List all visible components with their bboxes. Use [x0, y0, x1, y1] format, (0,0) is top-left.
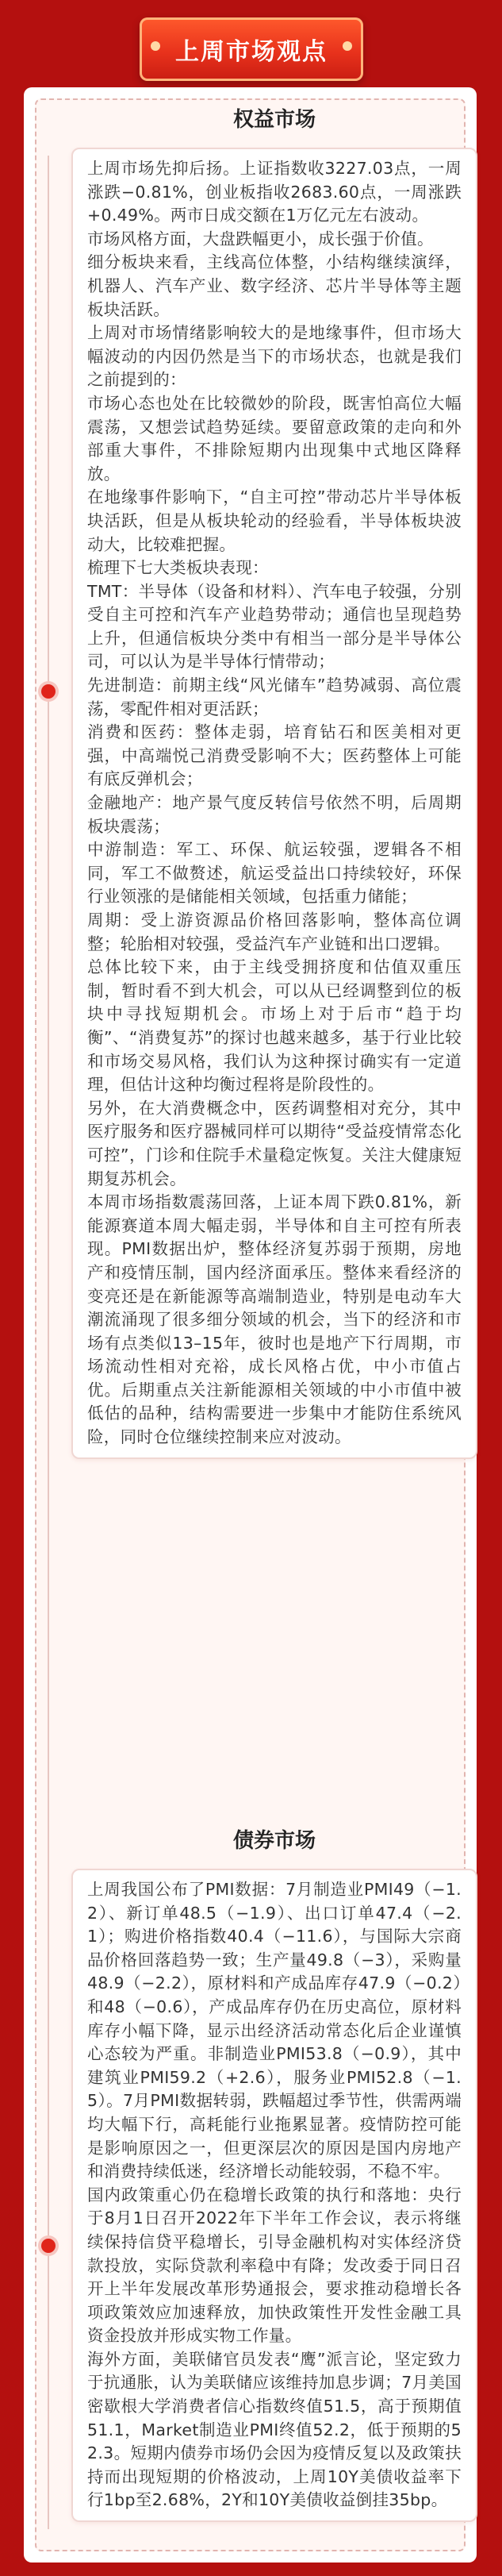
timeline-line [48, 156, 49, 2529]
banner-title: 上周市场观点 [175, 38, 328, 66]
equity-paragraph: 在地缘事件影响下，“自主可控”带动芯片半导体板块活跃，但是从板块轮动的经验看，半导体板块波动大，比较难把握。 [87, 487, 462, 554]
equity-paragraph: 消费和医药：整体走弱，培育钻石和医美相对更强，中高端悦己消费受影响不大；医药整体上可能有底反弹机会； [87, 722, 462, 789]
equity-paragraph: 上周市场先抑后扬。上证指数收3227.03点，一周涨跌−0.81%，创业板指收2683.60点，一周涨跌+0.49%。两市日成交额在1万亿元左右波动。 [87, 159, 462, 225]
equity-paragraph: TMT：半导体（设备和材料）、汽车电子较强，分别受自主可控和汽车产业趋势带动；通信也呈现趋势上升，但通信板块分类中有相当一部分是半导体公司，可以认为是半导体行情带动； [87, 581, 462, 672]
equity-paragraph: 上周对市场情绪影响较大的是地缘事件，但市场大幅波动的内因仍然是当下的市场状态，也就是我们之前提到的： [87, 323, 462, 390]
equity-paragraph: 先进制造：前期主线“风光储车”趋势减弱、高位震荡，零配件相对更活跃； [87, 676, 462, 718]
equity-paragraph: 细分板块来看，主线高位体整，小结构继续演绎，机器人、汽车产业、数字经济、芯片半导体等主题板块活跃。 [87, 252, 462, 319]
equity-paragraph: 中游制造：军工、环保、航运较强，逻辑各不相同，军工不做赘述，航运受益出口持续较好，环保行业领涨的是储能相关领域，包括重力储能； [87, 840, 462, 907]
equity-title: 权益市场 [232, 108, 316, 132]
timeline-dot [41, 2239, 56, 2253]
bond-card [71, 1869, 477, 2522]
section-banner [140, 17, 363, 81]
equity-card [71, 148, 477, 1459]
equity-paragraph: 金融地产：地产景气度反转信号依然不明，后周期板块震荡； [87, 793, 462, 836]
equity-paragraph: 另外，在大消费概念中，医药调整相对充分，其中医疗服务和医疗器械同样可以期待“受益疫情常态化可控”，门诊和住院手术量稳定恢复。关注大健康短期复苏机会。 [87, 1098, 462, 1188]
equity-paragraph: 周期：受上游资源品价格回落影响，整体高位调整；轮胎相对较强，受益汽车产业链和出口逻辑。 [87, 911, 462, 953]
equity-paragraph: 梳理下七大类板块表现： [87, 558, 269, 578]
bond-paragraph: 国内政策重心仍在稳增长政策的执行和落地：央行于8月1日召开2022年下半年工作会议，表示将继续保持信贷平稳增长，引导金融机构对实体经济贷款投放，实际贷款利率稳中有降；发改委于同日召开上半年发展改革形势通报会，要求推动稳增长各项政策效应加速释放，加快政策性开发性金融工具资金投放并形成实物工作量。 [87, 2185, 462, 2346]
equity-paragraph: 总体比较下来，由于主线受拥挤度和估值双重压制，暂时看不到大机会，可以从已经调整到位的板块中寻找短期机会。市场上对于后市“趋于均衡”、“消费复苏”的探讨也越来越多，基于行业比较和市场交易风格，我们认为这种探讨确实有一定道理，但估计这种均衡过程将是阶段性的。 [87, 957, 462, 1095]
bond-paragraph: 海外方面，美联储官员发表“鹰”派言论，坚定致力于抗通胀，认为美联储应该维持加息步调；7月美国密歇根大学消费者信心指数终值51.5，高于预期值51.1，Market制造业PMI终值52.2，低于预期的52.3。短期内债券市场仍会因为疫情反复以及政策扶持而出现短期的价格波动，上周10Y美债收益率下行1bp至2.68%，2Y和10Y美债收益倒挂35bp。 [87, 2349, 462, 2510]
equity-paragraph: 市场风格方面，大盘跌幅更小，成长强于价值。 [87, 229, 434, 248]
bond-paragraph: 上周我国公布了PMI数据：7月制造业PMI49（−1.2）、新订单48.5（−1.9）、出口订单47.4（−2.1）；购进价格指数40.4（−11.6），与国际大宗商品价格回落趋势一致；生产量49.8（−3），采购量48.9（−2.2），原材料和产成品库存47.9（−0.2）和48（−0.6），产成品库存仍在历史高位，原材料库存小幅下降，显示出经济活动常态化后企业谨慎心态较为严重。非制造业PMI53.8（−0.9），其中建筑业PMI59.2（+2.6），服务业PMI52.8（−1.5）。7月PMI数据转弱，跌幅超过季节性，供需两端均大幅下行，高耗能行业拖累显著。疫情防控可能是影响原因之一，但更深层次的原因是国内房地产和消费持续低迷，经济增长动能较弱，不稳不牢。 [87, 1880, 462, 2181]
timeline-dot [41, 684, 56, 699]
equity-paragraph: 市场心态也处在比较微妙的阶段，既害怕高位大幅震荡，又想尝试趋势延续。要留意政策的走向和外部重大事件，不排除短期内出现集中式地区降释放。 [87, 393, 462, 483]
equity-paragraph: 本周市场指数震荡回落，上证本周下跌0.81%，新能源赛道本周大幅走弱，半导体和自主可控有所表现。PMI数据出炉，整体经济复苏弱于预期，房地产和疫情压制，国内经济面承压。整体来看经济的变亮还是在新能源等高端制造业，特别是电动车大潮流涌现了很多细分领域的机会，当下的经济和市场有点类似13–15年，彼时也是地产下行周期，市场流动性相对充裕，成长风格占优，中小市值占优。后期重点关注新能源相关领域的中小市值中被低估的品种，结构需要进一步集中才能防住系统风险，同时仓位继续控制来应对波动。 [87, 1192, 462, 1447]
bond-section [71, 1823, 477, 2522]
equity-section [71, 102, 477, 1459]
bond-title: 债券市场 [232, 1829, 316, 1853]
